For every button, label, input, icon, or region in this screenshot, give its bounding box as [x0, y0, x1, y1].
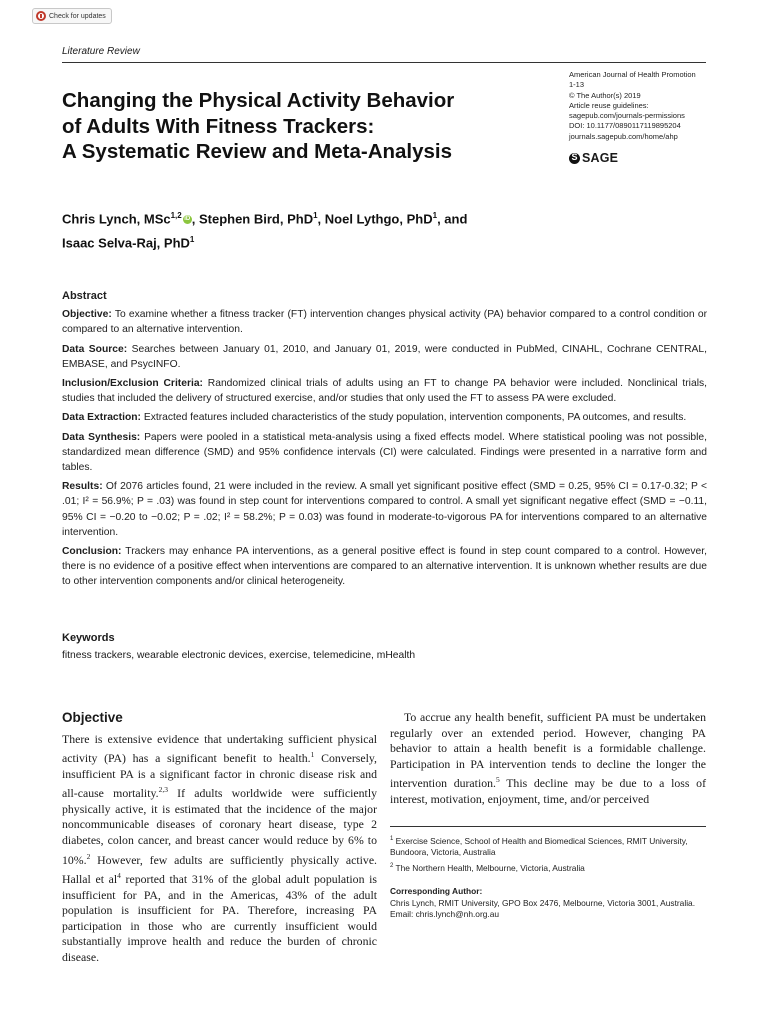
abstract-label: Inclusion/Exclusion Criteria:	[62, 378, 203, 390]
author-affiliation: 1,2	[170, 211, 182, 220]
journal-permissions-link[interactable]: sagepub.com/journals-permissions	[569, 111, 685, 121]
citation-link[interactable]: 2,3	[158, 785, 168, 795]
keywords-heading: Keywords	[62, 632, 115, 644]
abstract	[62, 289, 707, 594]
journal-info	[569, 70, 719, 142]
publisher-logo	[569, 151, 618, 165]
body-text: However, few adults are sufficiently physically active. Hallal et al	[62, 852, 377, 887]
corresponding-address: Chris Lynch, RMIT University, GPO Box 2476, Melbourne, Victoria 3001, Australia.	[390, 897, 696, 908]
affiliations	[390, 834, 706, 876]
publisher-name: SAGE	[582, 151, 619, 165]
author-name: , Stephen Bird, PhD	[191, 211, 314, 227]
update-icon	[36, 11, 46, 21]
author-list	[62, 205, 582, 254]
journal-name: American Journal of Health Promotion	[569, 70, 696, 79]
keywords-text: fitness trackers, wearable electronic devices, exercise, telemedicine, mHealth	[62, 650, 416, 661]
corresponding-author	[390, 886, 706, 921]
check-for-updates-button[interactable]	[32, 8, 112, 24]
abstract-conclusion	[62, 544, 707, 590]
abstract-text: To examine whether a fitness tracker (FT) intervention changes physical activity (PA) behavior compared to a control condition or compared to an alternative intervention.	[62, 309, 707, 336]
abstract-data-synthesis	[62, 430, 707, 476]
author-name: Isaac Selva-Raj, PhD	[62, 235, 190, 251]
author-affiliation: 1	[313, 211, 318, 220]
footnote-divider	[390, 826, 706, 827]
body-paragraph	[62, 732, 377, 966]
author-name: , Noel Lythgo, PhD	[317, 211, 433, 227]
check-for-updates-label: Check for updates	[49, 12, 106, 20]
author-conjunction: , and	[437, 211, 468, 227]
journal-copyright: © The Author(s) 2019	[569, 90, 641, 100]
section-heading-objective: Objective	[62, 710, 123, 725]
abstract-text: Papers were pooled in a statistical meta-analysis using a fixed effects model. Where statistical pooling was not possible, standardized mean difference (SMD) and 95% confidence intervals (CI) were calculated. Findings were presented in a narrative form and tables.	[62, 431, 707, 474]
abstract-results	[62, 479, 707, 540]
affiliation-number: 2	[390, 862, 394, 869]
body-text: There is extensive evidence that undertaking sufficient physical activity (PA) has a significant benefit to health.	[62, 731, 377, 766]
abstract-objective	[62, 307, 707, 337]
abstract-data-source	[62, 342, 707, 372]
affiliation-number: 1	[390, 836, 394, 842]
sage-logo-icon	[569, 153, 580, 164]
title-line: of Adults With Fitness Trackers:	[62, 114, 375, 138]
journal-pages: 1-13	[569, 80, 585, 90]
abstract-text: Extracted features included characteristics of the study population, intervention components, PA outcomes, and results.	[140, 412, 687, 424]
body-text: To accrue any health benefit, sufficient PA must be undertaken regularly over an extended period. However, changing PA behavior to attain a health benefit is a formidable challenge. Participation in PA intervention tends to decline the longer the intervention duration.	[390, 710, 706, 791]
body-text: If adults worldwide were sufficiently physically active, it is estimated that the incidence of the major noncommunicable diseases of coronary heart disease, type 2 diabetes, colon cancer, and breast cancer would reduce by 6% to 10%.	[62, 786, 378, 867]
abstract-label: Conclusion:	[62, 546, 122, 558]
keywords	[62, 631, 707, 663]
abstract-text: Of 2076 articles found, 21 were included in the review. A small yet significant positive effect (SMD = 0.25, 95% CI = 0.17-0.32; P < .01; I² = 56.9%; P = .03) was found in step count for interventions compared to control. A small yet significant negative effect (SMD = −0.11, 95% CI = −0.20 to −0.02; P = .02; I² = 58.2%; P = 0.03) was found in moderate-to-vigorous PA for interventions compared to an alternative intervention.	[62, 481, 707, 538]
journal-doi[interactable]: DOI: 10.1177/0890117119895204	[569, 121, 681, 131]
citation-link[interactable]: 2	[86, 851, 91, 861]
citation-link[interactable]: 1	[310, 750, 315, 760]
abstract-data-extraction	[62, 410, 707, 425]
abstract-heading: Abstract	[62, 290, 107, 302]
abstract-label: Data Source:	[62, 343, 128, 355]
author-affiliation: 1	[432, 211, 438, 220]
body-text: This decline may be due to a loss of interest, motivation, enjoyment, time, and/or perceived	[390, 776, 707, 806]
affiliation-item	[390, 861, 706, 874]
journal-reuse-label: Article reuse guidelines:	[569, 100, 649, 110]
affiliation-text: The Northern Health, Melbourne, Victoria, Australia	[395, 862, 585, 873]
affiliation-text: Exercise Science, School of Health and Biomedical Sciences, RMIT University, Bundoora, Victoria, Australia	[390, 835, 688, 858]
author-affiliation: 1	[189, 235, 195, 245]
orcid-icon[interactable]: iD	[184, 216, 191, 223]
article-title	[62, 88, 532, 165]
journal-home-link[interactable]: journals.sagepub.com/home/ahp	[569, 131, 678, 141]
body-text: reported that 31% of the global adult population is insufficient for PA, and in the Americas, 43% of the adult population is insufficient for PA. Therefore, increasing PA participation in those who are currently insufficient would substantially improve health and reduce the burden of chronic disease.	[62, 872, 377, 964]
abstract-label: Objective:	[62, 309, 112, 321]
abstract-criteria	[62, 376, 707, 406]
abstract-label: Results:	[62, 481, 103, 493]
author-name: Chris Lynch, MSc	[62, 211, 171, 227]
body-text: Conversely, insufficient PA is a significant factor in chronic disease risk and all-cause mortality.	[62, 751, 377, 801]
citation-link[interactable]: 4	[117, 871, 121, 881]
abstract-label: Data Extraction:	[62, 412, 141, 424]
section-label: Literature Review	[62, 46, 140, 57]
abstract-text: Trackers may enhance PA interventions, as a general positive effect is found in step count compared to a control. However, there is no evidence of a positive effect when interventions are compared to an alternative intervention. It is unknown whether results are due to other intervention components and/or clinical heterogeneity.	[62, 546, 707, 588]
citation-link[interactable]: 5	[495, 775, 500, 785]
abstract-text: Searches between January 01, 2010, and January 01, 2019, were conducted in PubMed, CINAHL, Cochrane CENTRAL, EMBASE, and PsycINFO.	[62, 343, 707, 370]
body-paragraph	[390, 710, 706, 807]
abstract-label: Data Synthesis:	[62, 431, 141, 443]
title-line: A Systematic Review and Meta-Analysis	[62, 140, 453, 163]
corresponding-heading: Corresponding Author:	[390, 886, 483, 896]
corresponding-email[interactable]: Email: chris.lynch@nh.org.au	[390, 909, 500, 920]
body-left-column	[62, 710, 377, 966]
title-line: Changing the Physical Activity Behavior	[62, 89, 455, 112]
header-divider	[62, 62, 706, 63]
body-right-column	[390, 710, 706, 807]
abstract-text: Randomized clinical trials of adults using an FT to change PA behavior were included. Nonclinical trials, studies that included the delivery of structured exercise, and/or studies that only used the FT to assess PA were excluded.	[62, 378, 707, 405]
affiliation-item	[390, 834, 706, 859]
